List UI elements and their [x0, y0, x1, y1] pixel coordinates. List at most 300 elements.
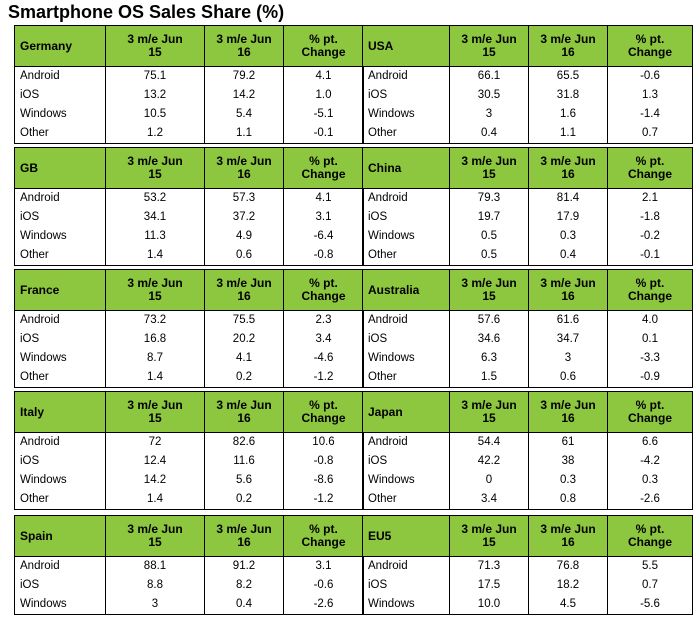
header-line: Change: [301, 45, 346, 59]
os-name: iOS: [363, 208, 450, 227]
os-name: Windows: [15, 471, 106, 490]
os-name: iOS: [15, 86, 106, 105]
table-row: [363, 124, 693, 144]
region-table-usa: [362, 25, 693, 144]
share-2015: 1.2: [106, 124, 205, 144]
region-table-spain: [14, 515, 364, 615]
header-line: Change: [301, 411, 346, 425]
os-name: iOS: [363, 452, 450, 471]
period-2016-header: [529, 148, 608, 189]
share-2016: 82.6: [205, 433, 284, 453]
header-line: 3 m/e Jun: [461, 154, 517, 168]
share-2016: 57.3: [205, 189, 284, 209]
os-name: Android: [15, 311, 106, 331]
header-line: 15: [148, 45, 162, 59]
page-title: Smartphone OS Sales Share (%): [8, 2, 285, 22]
share-2016: 4.5: [529, 595, 608, 615]
share-change: 0.1: [608, 330, 693, 349]
table-row: [15, 67, 364, 87]
header-line: Change: [627, 167, 672, 181]
share-change: -8.6: [284, 471, 364, 490]
share-2016: 0.8: [529, 490, 608, 510]
share-change: 10.6: [284, 433, 364, 453]
region-name: Japan: [363, 392, 450, 433]
table-row: [363, 67, 693, 87]
header-line: 16: [561, 535, 575, 549]
header-line: 3 m/e Jun: [216, 522, 272, 536]
share-2015: 3: [450, 105, 529, 124]
table-row: [363, 189, 693, 209]
share-2016: 3: [529, 349, 608, 368]
share-change: 2.1: [608, 189, 693, 209]
header-row: [15, 148, 364, 189]
os-name: Other: [363, 490, 450, 510]
region-name: Germany: [15, 26, 106, 67]
change-header: [608, 392, 693, 433]
os-name: Windows: [363, 471, 450, 490]
change-header: [284, 26, 364, 67]
table-row: [363, 86, 693, 105]
os-name: Android: [363, 67, 450, 87]
period-2015-header: [106, 148, 205, 189]
share-change: 0.7: [608, 124, 693, 144]
table-row: [363, 368, 693, 388]
share-2016: 76.8: [529, 557, 608, 577]
header-line: 15: [482, 45, 496, 59]
share-2016: 18.2: [529, 576, 608, 595]
table-row: [15, 471, 364, 490]
header-row: [15, 516, 364, 557]
header-line: 3 m/e Jun: [461, 522, 517, 536]
share-2016: 0.6: [205, 246, 284, 266]
share-2015: 16.8: [106, 330, 205, 349]
share-2015: 34.1: [106, 208, 205, 227]
share-change: 1.3: [608, 86, 693, 105]
share-2015: 0.5: [450, 246, 529, 266]
region-name: France: [15, 270, 106, 311]
share-2015: 71.3: [450, 557, 529, 577]
header-line: 3 m/e Jun: [216, 154, 272, 168]
change-header: [608, 26, 693, 67]
share-2015: 1.4: [106, 490, 205, 510]
header-line: % pt.: [635, 276, 665, 290]
share-2016: 5.4: [205, 105, 284, 124]
header-line: 16: [237, 535, 251, 549]
table-row: [15, 86, 364, 105]
share-2016: 79.2: [205, 67, 284, 87]
share-2016: 91.2: [205, 557, 284, 577]
table-row: [15, 124, 364, 144]
period-2015-header: [450, 270, 529, 311]
share-2016: 14.2: [205, 86, 284, 105]
header-line: % pt.: [309, 32, 338, 46]
table-row: [15, 490, 364, 510]
share-change: -0.6: [284, 576, 364, 595]
share-change: -2.6: [608, 490, 693, 510]
os-name: iOS: [15, 452, 106, 471]
header-line: % pt.: [309, 276, 338, 290]
period-2016-header: [529, 516, 608, 557]
header-row: [363, 392, 693, 433]
header-row: [363, 516, 693, 557]
share-2016: 0.3: [529, 471, 608, 490]
header-row: [363, 270, 693, 311]
period-2016-header: [205, 148, 284, 189]
share-change: 0.7: [608, 576, 693, 595]
share-2016: 31.8: [529, 86, 608, 105]
share-change: -0.6: [608, 67, 693, 87]
header-row: [363, 148, 693, 189]
os-name: Windows: [363, 349, 450, 368]
table-row: [15, 208, 364, 227]
period-2015-header: [450, 26, 529, 67]
share-change: -3.3: [608, 349, 693, 368]
os-name: Windows: [363, 105, 450, 124]
share-2016: 1.1: [529, 124, 608, 144]
share-2015: 13.2: [106, 86, 205, 105]
share-2016: 8.2: [205, 576, 284, 595]
table-row: [363, 576, 693, 595]
header-line: 15: [482, 411, 496, 425]
share-2015: 10.5: [106, 105, 205, 124]
change-header: [284, 392, 364, 433]
table-row: [363, 557, 693, 577]
table-row: [15, 311, 364, 331]
os-name: Android: [15, 557, 106, 577]
share-change: -0.1: [608, 246, 693, 266]
os-name: Android: [15, 189, 106, 209]
region-name: Italy: [15, 392, 106, 433]
header-line: 3 m/e Jun: [540, 398, 596, 412]
share-change: 4.1: [284, 189, 364, 209]
share-change: -4.6: [284, 349, 364, 368]
share-change: 3.1: [284, 557, 364, 577]
period-2015-header: [106, 516, 205, 557]
os-name: Other: [363, 246, 450, 266]
header-line: 16: [237, 167, 251, 181]
header-row: [363, 26, 693, 67]
region-table-italy: [14, 391, 364, 510]
region-table-japan: [362, 391, 693, 510]
header-line: Change: [627, 411, 672, 425]
share-change: 4.1: [284, 67, 364, 87]
share-2015: 88.1: [106, 557, 205, 577]
table-row: [363, 105, 693, 124]
share-change: -0.8: [284, 452, 364, 471]
os-name: Android: [15, 433, 106, 453]
header-line: Change: [627, 535, 672, 549]
os-name: Windows: [15, 105, 106, 124]
share-change: 1.0: [284, 86, 364, 105]
os-name: Other: [15, 368, 106, 388]
table-row: [363, 595, 693, 615]
table-row: [15, 452, 364, 471]
header-line: 15: [482, 289, 496, 303]
header-line: Change: [627, 289, 672, 303]
share-2015: 42.2: [450, 452, 529, 471]
region-table-gb: [14, 147, 364, 266]
share-change: -0.2: [608, 227, 693, 246]
header-line: Change: [301, 535, 346, 549]
share-change: 2.3: [284, 311, 364, 331]
change-header: [284, 516, 364, 557]
header-row: [15, 392, 364, 433]
share-change: -4.2: [608, 452, 693, 471]
os-name: Android: [363, 433, 450, 453]
share-change: 6.6: [608, 433, 693, 453]
os-name: Other: [363, 124, 450, 144]
table-row: [15, 349, 364, 368]
period-2015-header: [450, 148, 529, 189]
header-line: 16: [561, 167, 575, 181]
region-name: EU5: [363, 516, 450, 557]
header-line: % pt.: [309, 398, 338, 412]
share-change: -0.8: [284, 246, 364, 266]
share-change: -5.6: [608, 595, 693, 615]
share-2016: 0.4: [529, 246, 608, 266]
share-change: 0.3: [608, 471, 693, 490]
header-line: 3 m/e Jun: [127, 398, 183, 412]
table-row: [363, 471, 693, 490]
header-line: 16: [237, 45, 251, 59]
share-2015: 3: [106, 595, 205, 615]
share-2015: 11.3: [106, 227, 205, 246]
table-row: [15, 330, 364, 349]
table-row: [363, 246, 693, 266]
share-2015: 6.3: [450, 349, 529, 368]
header-line: % pt.: [309, 154, 338, 168]
share-2015: 17.5: [450, 576, 529, 595]
share-2015: 0.5: [450, 227, 529, 246]
os-name: Android: [363, 311, 450, 331]
table-row: [15, 246, 364, 266]
period-2016-header: [205, 392, 284, 433]
os-name: Windows: [15, 595, 106, 615]
period-2015-header: [450, 516, 529, 557]
os-name: Android: [363, 557, 450, 577]
os-name: Other: [15, 490, 106, 510]
region-name: China: [363, 148, 450, 189]
share-2015: 72: [106, 433, 205, 453]
share-2015: 75.1: [106, 67, 205, 87]
share-2016: 75.5: [205, 311, 284, 331]
os-name: Windows: [363, 595, 450, 615]
period-2016-header: [205, 270, 284, 311]
header-line: 3 m/e Jun: [216, 398, 272, 412]
header-line: % pt.: [635, 32, 665, 46]
share-2016: 0.2: [205, 490, 284, 510]
share-change: 5.5: [608, 557, 693, 577]
share-2015: 57.6: [450, 311, 529, 331]
table-row: [363, 452, 693, 471]
period-2015-header: [106, 26, 205, 67]
header-line: 3 m/e Jun: [216, 276, 272, 290]
share-2016: 4.1: [205, 349, 284, 368]
header-line: % pt.: [309, 522, 338, 536]
share-2016: 4.9: [205, 227, 284, 246]
header-line: 3 m/e Jun: [127, 154, 183, 168]
share-change: -1.2: [284, 368, 364, 388]
share-2016: 0.4: [205, 595, 284, 615]
table-row: [15, 576, 364, 595]
share-2016: 61: [529, 433, 608, 453]
header-line: 15: [148, 289, 162, 303]
table-row: [363, 330, 693, 349]
period-2016-header: [205, 26, 284, 67]
region-table-australia: [362, 269, 693, 388]
header-line: 15: [148, 411, 162, 425]
table-row: [363, 208, 693, 227]
header-line: 3 m/e Jun: [127, 522, 183, 536]
header-row: [15, 26, 364, 67]
share-2015: 10.0: [450, 595, 529, 615]
header-line: 15: [148, 167, 162, 181]
share-2015: 53.2: [106, 189, 205, 209]
share-2016: 1.6: [529, 105, 608, 124]
table-row: [15, 189, 364, 209]
share-2015: 3.4: [450, 490, 529, 510]
header-line: 16: [237, 411, 251, 425]
header-line: 3 m/e Jun: [461, 398, 517, 412]
table-row: [363, 227, 693, 246]
os-name: Android: [15, 67, 106, 87]
period-2016-header: [529, 270, 608, 311]
region-name: Australia: [363, 270, 450, 311]
share-change: -5.1: [284, 105, 364, 124]
table-row: [15, 595, 364, 615]
change-header: [284, 148, 364, 189]
os-name: Windows: [15, 349, 106, 368]
os-name: iOS: [363, 330, 450, 349]
share-2015: 8.8: [106, 576, 205, 595]
share-2015: 30.5: [450, 86, 529, 105]
header-line: Change: [627, 45, 672, 59]
share-2015: 54.4: [450, 433, 529, 453]
share-change: 4.0: [608, 311, 693, 331]
share-2016: 5.6: [205, 471, 284, 490]
header-line: 15: [148, 535, 162, 549]
share-2015: 66.1: [450, 67, 529, 87]
period-2015-header: [106, 392, 205, 433]
share-2015: 0.4: [450, 124, 529, 144]
share-change: -1.4: [608, 105, 693, 124]
share-2016: 20.2: [205, 330, 284, 349]
period-2015-header: [106, 270, 205, 311]
region-name: Spain: [15, 516, 106, 557]
share-change: -1.2: [284, 490, 364, 510]
share-2015: 79.3: [450, 189, 529, 209]
header-row: [15, 270, 364, 311]
share-2015: 34.6: [450, 330, 529, 349]
header-line: Change: [301, 289, 346, 303]
header-line: % pt.: [635, 398, 665, 412]
header-line: 3 m/e Jun: [127, 276, 183, 290]
change-header: [608, 148, 693, 189]
os-name: iOS: [15, 330, 106, 349]
os-name: iOS: [363, 576, 450, 595]
header-line: 3 m/e Jun: [540, 522, 596, 536]
header-line: 16: [561, 45, 575, 59]
share-2016: 1.1: [205, 124, 284, 144]
share-change: -0.1: [284, 124, 364, 144]
os-name: Android: [363, 189, 450, 209]
header-line: 3 m/e Jun: [540, 32, 596, 46]
region-name: GB: [15, 148, 106, 189]
table-row: [15, 557, 364, 577]
header-line: 3 m/e Jun: [540, 276, 596, 290]
os-name: iOS: [15, 576, 106, 595]
header-line: % pt.: [635, 522, 665, 536]
share-change: -1.8: [608, 208, 693, 227]
share-2015: 0: [450, 471, 529, 490]
header-line: 16: [561, 411, 575, 425]
os-name: Other: [15, 246, 106, 266]
table-row: [363, 311, 693, 331]
table-row: [15, 105, 364, 124]
share-2016: 34.7: [529, 330, 608, 349]
header-line: 16: [237, 289, 251, 303]
share-2015: 1.5: [450, 368, 529, 388]
header-line: Change: [301, 167, 346, 181]
period-2015-header: [450, 392, 529, 433]
os-name: Windows: [363, 227, 450, 246]
share-2015: 19.7: [450, 208, 529, 227]
header-line: 15: [482, 167, 496, 181]
share-2015: 1.4: [106, 246, 205, 266]
share-2016: 0.6: [529, 368, 608, 388]
change-header: [608, 270, 693, 311]
share-2016: 61.6: [529, 311, 608, 331]
os-name: Other: [363, 368, 450, 388]
header-line: 15: [482, 535, 496, 549]
os-name: iOS: [363, 86, 450, 105]
region-table-france: [14, 269, 364, 388]
share-2015: 8.7: [106, 349, 205, 368]
share-2016: 38: [529, 452, 608, 471]
header-line: 3 m/e Jun: [216, 32, 272, 46]
share-2015: 1.4: [106, 368, 205, 388]
share-change: -6.4: [284, 227, 364, 246]
share-2016: 17.9: [529, 208, 608, 227]
share-2016: 37.2: [205, 208, 284, 227]
table-row: [363, 349, 693, 368]
share-2016: 0.2: [205, 368, 284, 388]
period-2016-header: [529, 26, 608, 67]
period-2016-header: [205, 516, 284, 557]
share-2015: 14.2: [106, 471, 205, 490]
share-change: -0.9: [608, 368, 693, 388]
header-line: 16: [561, 289, 575, 303]
header-line: 3 m/e Jun: [461, 32, 517, 46]
header-line: 3 m/e Jun: [127, 32, 183, 46]
header-line: % pt.: [635, 154, 665, 168]
period-2016-header: [529, 392, 608, 433]
change-header: [284, 270, 364, 311]
region-table-china: [362, 147, 693, 266]
region-name: USA: [363, 26, 450, 67]
region-table-germany: [14, 25, 364, 144]
table-row: [15, 368, 364, 388]
share-2015: 73.2: [106, 311, 205, 331]
share-2016: 65.5: [529, 67, 608, 87]
table-row: [363, 433, 693, 453]
region-table-eu5: [362, 515, 693, 615]
header-line: 3 m/e Jun: [540, 154, 596, 168]
share-2016: 81.4: [529, 189, 608, 209]
share-2016: 11.6: [205, 452, 284, 471]
table-row: [15, 227, 364, 246]
os-name: Other: [15, 124, 106, 144]
